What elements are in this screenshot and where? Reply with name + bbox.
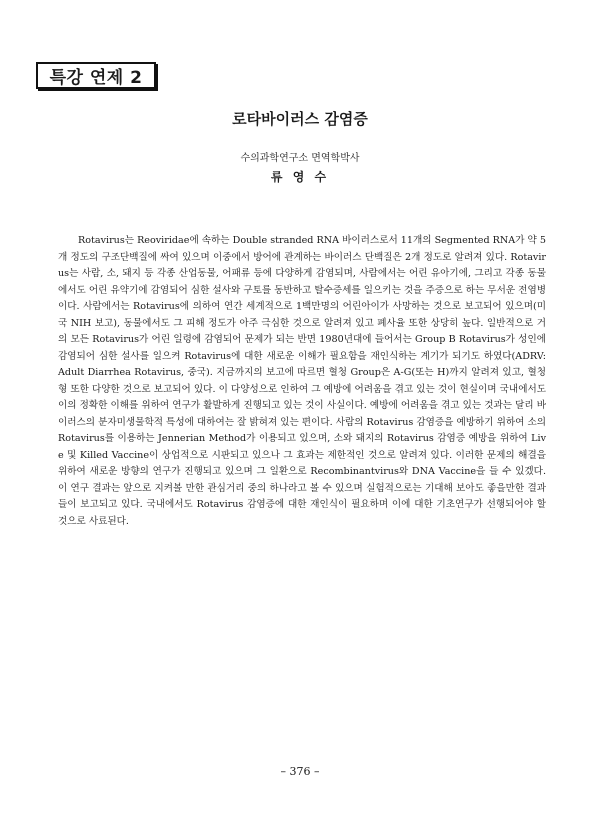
author-affiliation: 수의과학연구소 면역학박사: [240, 153, 360, 164]
page-number: – 376 –: [280, 765, 320, 778]
article-title: 로타바이러스 감염증: [232, 110, 368, 128]
article-body: Rotavirus는 Reoviridae에 속하는 Double stranded RNA 바이러스로서 11개의 Segmented RNA가 약 5개 정도의 구조단백질에 싸여 있으며 이중에서 방어에 관계하는 바이러스 단백질은 2개 정도로 알려져 있다. Rotavirus는 사람, 소, 돼지 등 각종 산업동물, 어패류 등에 다양하게 감염되며, 사람에서는 어린 유아기에, 그리고 각종 동물에서도 어린 유약기에 감염되어 심한 설사와 구토를 동반하고 탈수증세를 일으키는 것을 주증으로 하는 무서운 전염병이다. 사람에서는 Rotavirus에 의하여 연간 세계적으로 1백만명의 어린아이가 사망하는 것으로 보고되어 있으며(미국 NIH 보고), 동물에서도 그 피해 정도가 아주 극심한 것으로 알려져 있고 폐사율 또한 상당히 높다. 일반적으로 거의 모든 Rotavirus가 어린 일령에 감염되어 문제가 되는 반면 1980년대에 들어서는 Group B Rotavirus가 성인에 감염되어 심한 설사를 일으켜 Rotavirus에 대한 새로운 이해가 필요함을 재인식하는 계기가 되기도 하였다(ADRV: Adult Diarrhea Rotavirus, 중국). 지금까지의 보고에 따르면 혈청 Group은 A-G(또는 H)까지 알려져 있고, 혈청형 또한 다양한 것으로 보고되어 있다. 이 다양성으로 인하여 그 예방에 어려움을 겪고 있는 것이 현실이며 국내에서도 이의 정확한 이해를 위하여 연구가 활발하게 진행되고 있는 것이 사실이다. 예방에 어려움을 겪고 있는 것과는 달리 바이러스의 분자미생물학적 특성에 대하여는 잘 밝혀져 있는 편이다. 사람의 Rotavirus 감염증을 예방하기 위하여 소의 Rotavirus를 이용하는 Jennerian Method가 이용되고 있으며, 소와 돼지의 Rotavirus 감염증 예방을 위하여 Live 및 Killed Vaccine이 상업적으로 시판되고 있으나 그 효과는 제한적인 것으로 알려져 있다. 이러한 문제의 해결을 위하여 새로운 방향의 연구가 진행되고 있으며 그 일환으로 Recombinantvirus와 DNA Vaccine을 들 수 있겠다. 이 연구 결과는 앞으로 지켜볼 만한 관심거리 중의 하나라고 볼 수 있으며 실험적으로는 기대해 보아도 좋을만한 결과들이 보고되고 있다. 국내에서도 Rotavirus 감염증에 대한 재인식이 필요하며 이에 대한 기초연구가 선행되어야 할 것으로 사료된다.: [58, 235, 547, 527]
series-label: 특강 연제 2: [36, 62, 156, 89]
author-name: 류 영 수: [270, 170, 330, 184]
